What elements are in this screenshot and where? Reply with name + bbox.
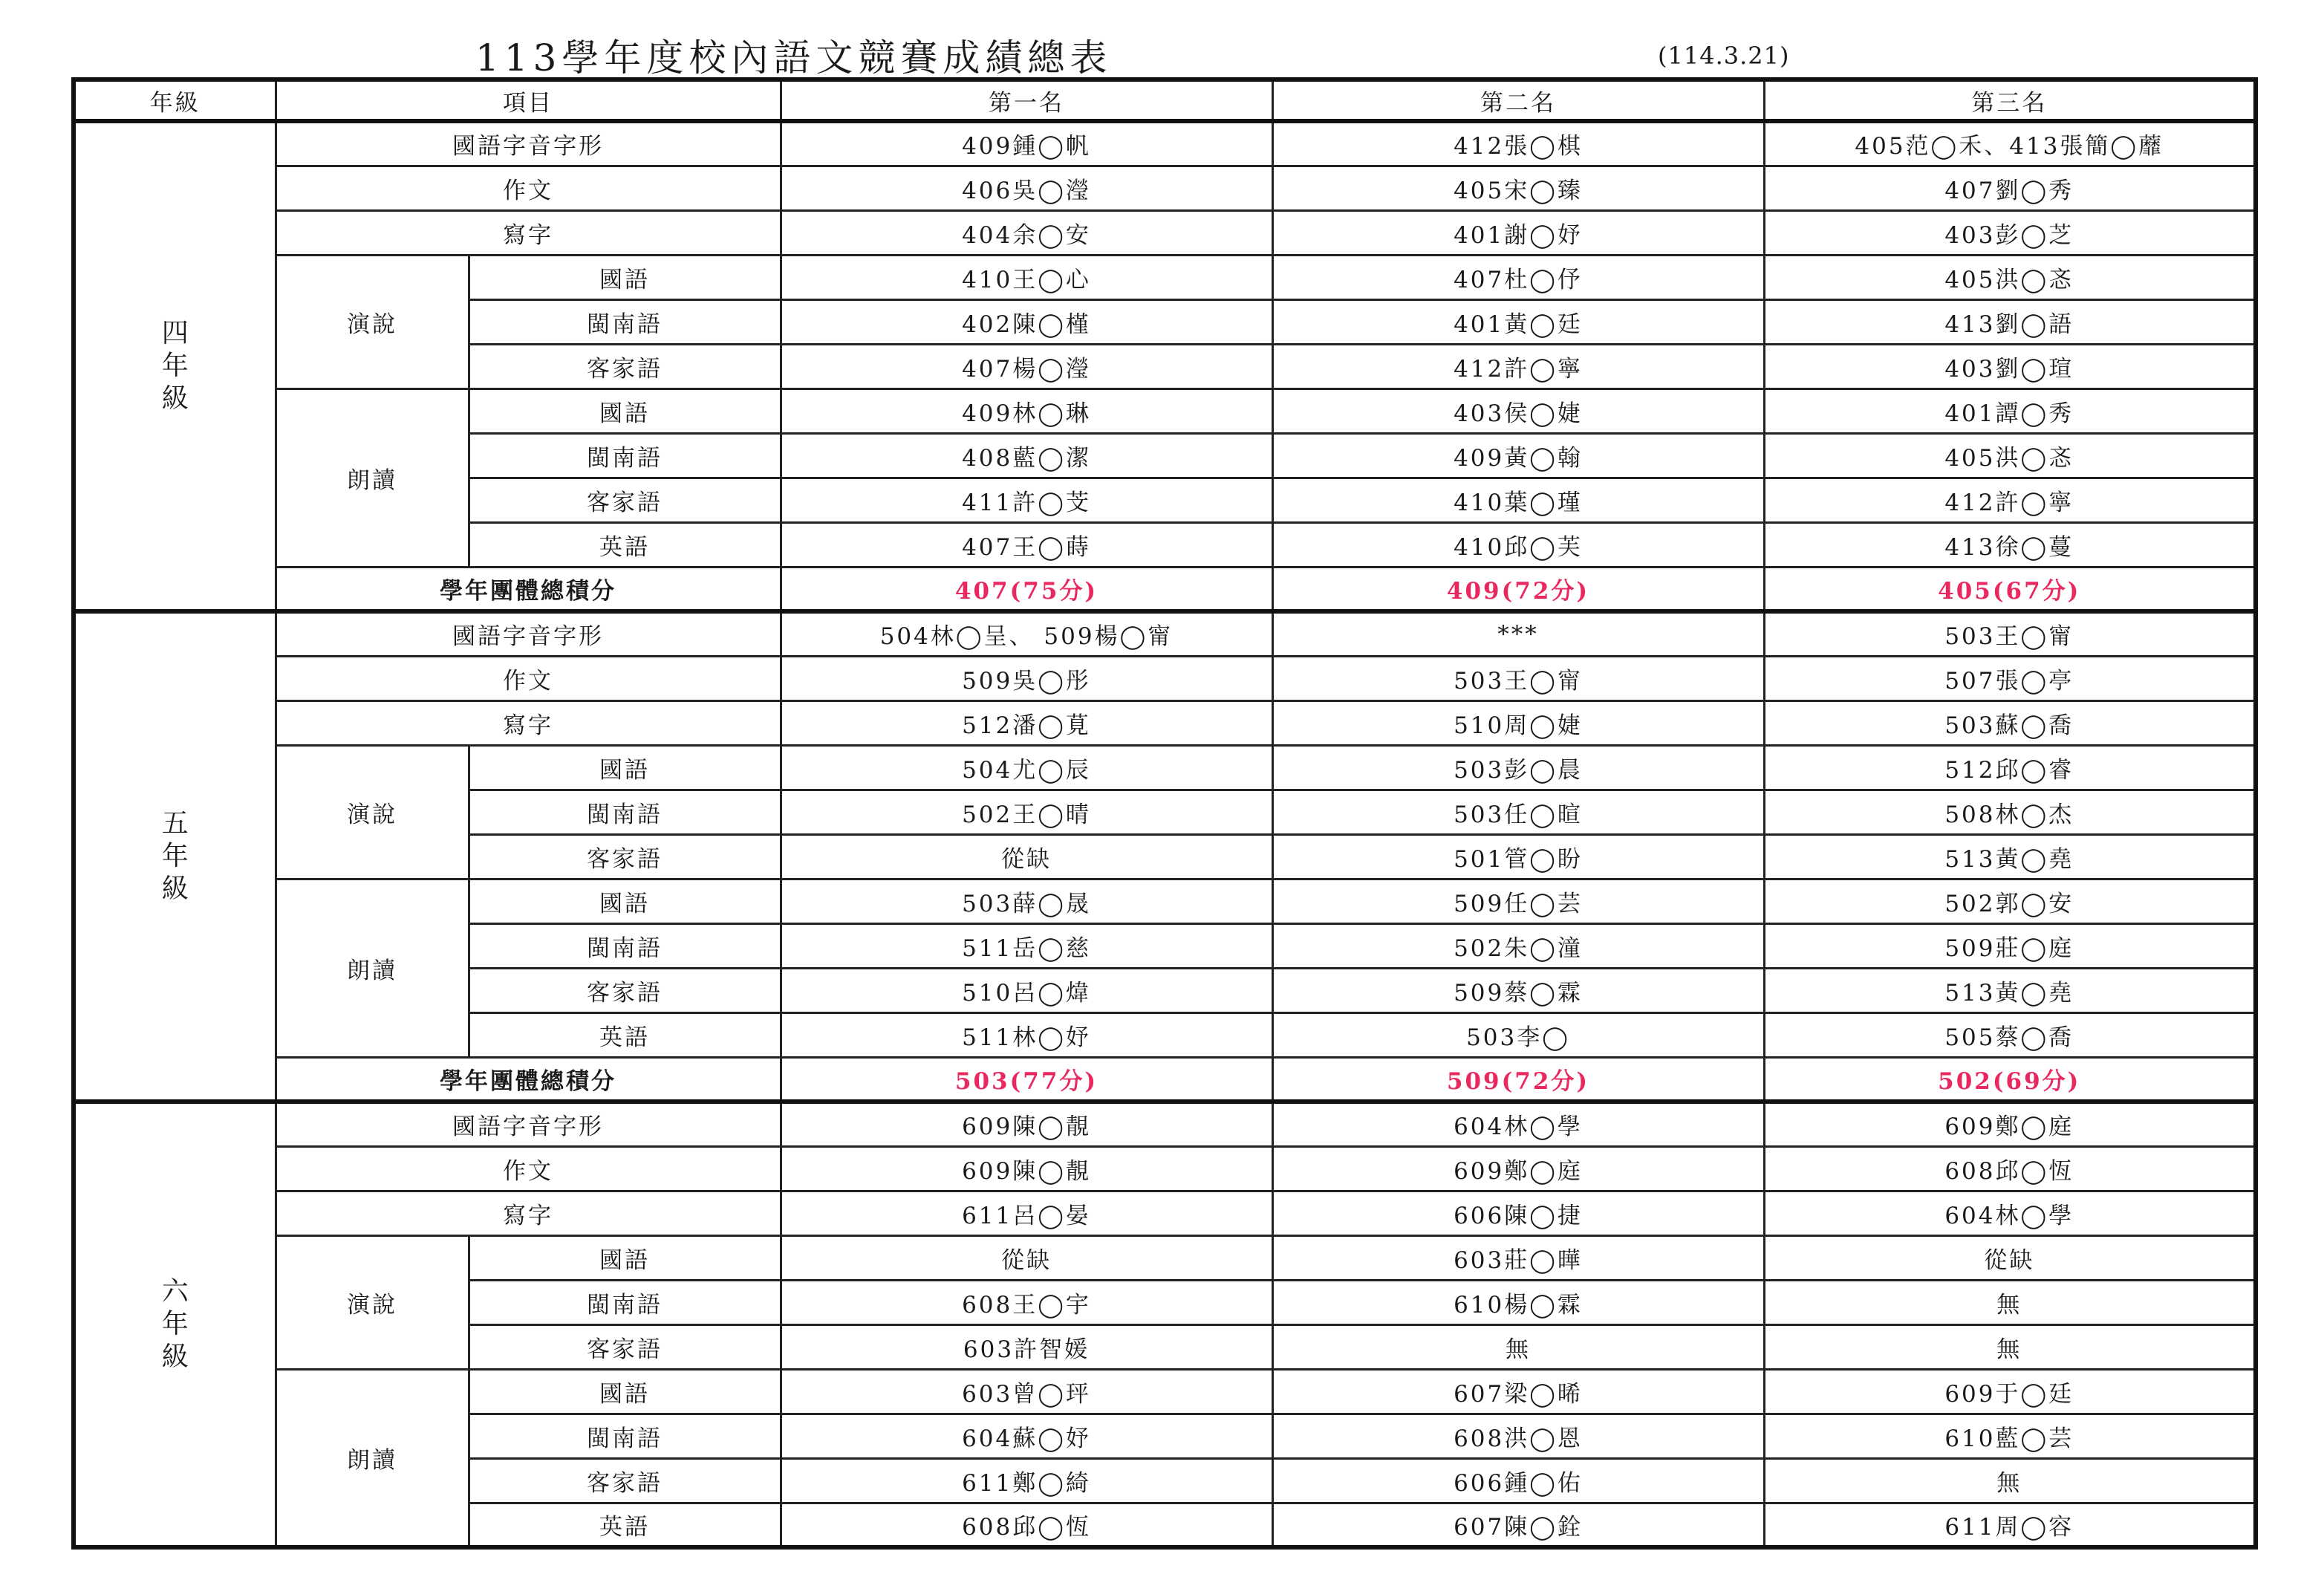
- winner-first: 從缺: [781, 1235, 1272, 1280]
- grade-char: 級: [161, 1342, 189, 1372]
- language-label: 閩南語: [469, 923, 781, 968]
- language-label: 閩南語: [469, 299, 781, 344]
- winner-second: ***: [1272, 611, 1764, 656]
- winner-first: 509吳◯彤: [781, 656, 1272, 700]
- language-label: 國語: [469, 879, 781, 923]
- winner-first: 512潘◯莧: [781, 700, 1272, 745]
- language-label: 國語: [469, 745, 781, 790]
- winner-first: 411許◯芠: [781, 478, 1272, 522]
- category-label: 朗讀: [276, 1369, 469, 1547]
- results-table: [71, 77, 2258, 1550]
- winner-third: 604林◯學: [1764, 1191, 2256, 1235]
- language-label: 英語: [469, 1503, 781, 1547]
- item-label: 作文: [276, 1146, 781, 1191]
- header-grade: 年級: [74, 79, 276, 121]
- item-label: 寫字: [276, 210, 781, 255]
- winner-third: 405范◯禾、413張簡◯蘼: [1764, 121, 2256, 166]
- grade-char: 六: [161, 1276, 189, 1307]
- team-total-row: [74, 567, 2256, 611]
- winner-second: 606陳◯捷: [1272, 1191, 1764, 1235]
- winner-second: 503王◯甯: [1272, 656, 1764, 700]
- header-third: 第三名: [1764, 79, 2256, 121]
- table-row: [74, 1235, 2256, 1280]
- winner-third: 508林◯杰: [1764, 790, 2256, 834]
- winner-third: 412許◯寧: [1764, 478, 2256, 522]
- winner-first: 609陳◯靚: [781, 1102, 1272, 1146]
- grade-cell: [74, 611, 276, 1102]
- table-row: [74, 745, 2256, 790]
- winner-second: 501管◯盼: [1272, 834, 1764, 879]
- table-row: [74, 388, 2256, 433]
- item-label: 國語字音字形: [276, 121, 781, 166]
- winner-first: 407王◯蒔: [781, 522, 1272, 567]
- team-score-third: 502(69分): [1764, 1057, 2256, 1102]
- category-label: 朗讀: [276, 388, 469, 567]
- winner-second: 509任◯芸: [1272, 879, 1764, 923]
- winner-second: 606鍾◯佑: [1272, 1458, 1764, 1503]
- winner-third: 509莊◯庭: [1764, 923, 2256, 968]
- table-row: [74, 166, 2256, 210]
- language-label: 英語: [469, 1012, 781, 1057]
- language-label: 客家語: [469, 834, 781, 879]
- winner-second: 509蔡◯霖: [1272, 968, 1764, 1012]
- header-first: 第一名: [781, 79, 1272, 121]
- winner-third: 610藍◯芸: [1764, 1414, 2256, 1458]
- table-row: [74, 210, 2256, 255]
- winner-second: 510周◯婕: [1272, 700, 1764, 745]
- winner-third: 413徐◯蔓: [1764, 522, 2256, 567]
- winner-first: 從缺: [781, 834, 1272, 879]
- category-label: 演說: [276, 1235, 469, 1369]
- header-item: 項目: [276, 79, 781, 121]
- winner-second: 403侯◯婕: [1272, 388, 1764, 433]
- winner-second: 412許◯寧: [1272, 344, 1764, 388]
- winner-third: 405洪◯忞: [1764, 433, 2256, 478]
- winner-third: 611周◯容: [1764, 1503, 2256, 1547]
- category-label: 朗讀: [276, 879, 469, 1057]
- winner-first: 611鄭◯綺: [781, 1458, 1272, 1503]
- team-total-label: 學年團體總積分: [276, 1057, 781, 1102]
- winner-third: 401譚◯秀: [1764, 388, 2256, 433]
- winner-third: 無: [1764, 1280, 2256, 1324]
- language-label: 國語: [469, 255, 781, 299]
- winner-third: 512邱◯睿: [1764, 745, 2256, 790]
- winner-first: 510呂◯煒: [781, 968, 1272, 1012]
- winner-third: 513黃◯堯: [1764, 968, 2256, 1012]
- language-label: 國語: [469, 388, 781, 433]
- language-label: 國語: [469, 1369, 781, 1414]
- winner-second: 503彭◯晨: [1272, 745, 1764, 790]
- item-label: 寫字: [276, 1191, 781, 1235]
- language-label: 客家語: [469, 478, 781, 522]
- grade-cell: [74, 121, 276, 611]
- language-label: 閩南語: [469, 433, 781, 478]
- table-row: [74, 1191, 2256, 1235]
- grade-char: 級: [161, 383, 189, 414]
- grade-char: 年: [161, 1309, 189, 1339]
- winner-third: 403劉◯瑄: [1764, 344, 2256, 388]
- winner-third: 403彭◯芝: [1764, 210, 2256, 255]
- grade-char: 五: [161, 808, 189, 839]
- page-title: 113學年度校內語文競賽成績總表: [475, 36, 1113, 79]
- winner-third: 無: [1764, 1324, 2256, 1369]
- team-score-first: 407(75分): [781, 567, 1272, 611]
- team-score-second: 409(72分): [1272, 567, 1764, 611]
- grade-char: 年: [161, 351, 189, 381]
- winner-second: 無: [1272, 1324, 1764, 1369]
- winner-second: 401黃◯廷: [1272, 299, 1764, 344]
- winner-first: 409鍾◯帆: [781, 121, 1272, 166]
- winner-first: 409林◯琳: [781, 388, 1272, 433]
- winner-third: 405洪◯忞: [1764, 255, 2256, 299]
- item-label: 作文: [276, 656, 781, 700]
- language-label: 閩南語: [469, 1280, 781, 1324]
- item-label: 寫字: [276, 700, 781, 745]
- winner-second: 608洪◯恩: [1272, 1414, 1764, 1458]
- winner-third: 407劉◯秀: [1764, 166, 2256, 210]
- winner-second: 609鄭◯庭: [1272, 1146, 1764, 1191]
- team-total-row: [74, 1057, 2256, 1102]
- table-row: [74, 1369, 2256, 1414]
- item-label: 作文: [276, 166, 781, 210]
- table-row: [74, 656, 2256, 700]
- grade-char: 四: [161, 318, 189, 348]
- category-label: 演說: [276, 255, 469, 388]
- item-label: 國語字音字形: [276, 1102, 781, 1146]
- winner-second: 610楊◯霖: [1272, 1280, 1764, 1324]
- team-score-third: 405(67分): [1764, 567, 2256, 611]
- winner-first: 608邱◯恆: [781, 1503, 1272, 1547]
- winner-second: 410邱◯芙: [1272, 522, 1764, 567]
- winner-first: 404余◯安: [781, 210, 1272, 255]
- winner-second: 503任◯暄: [1272, 790, 1764, 834]
- winner-first: 402陳◯槿: [781, 299, 1272, 344]
- winner-third: 505蔡◯喬: [1764, 1012, 2256, 1057]
- winner-first: 407楊◯瀅: [781, 344, 1272, 388]
- winner-third: 從缺: [1764, 1235, 2256, 1280]
- language-label: 客家語: [469, 344, 781, 388]
- winner-second: 401謝◯妤: [1272, 210, 1764, 255]
- table-row: [74, 1102, 2256, 1146]
- winner-first: 609陳◯靚: [781, 1146, 1272, 1191]
- language-label: 英語: [469, 522, 781, 567]
- grade-char: 級: [161, 874, 189, 904]
- winner-second: 410葉◯瑾: [1272, 478, 1764, 522]
- winner-first: 504林◯呈、 509楊◯甯: [781, 611, 1272, 656]
- winner-first: 502王◯晴: [781, 790, 1272, 834]
- table-row: [74, 1146, 2256, 1191]
- winner-first: 603曾◯玶: [781, 1369, 1272, 1414]
- header-row: [74, 79, 2256, 121]
- table-row: [74, 879, 2256, 923]
- winner-first: 406吳◯瀅: [781, 166, 1272, 210]
- language-label: 閩南語: [469, 1414, 781, 1458]
- header-second: 第二名: [1272, 79, 1764, 121]
- winner-second: 503李◯: [1272, 1012, 1764, 1057]
- table-row: [74, 121, 2256, 166]
- language-label: 閩南語: [469, 790, 781, 834]
- category-label: 演說: [276, 745, 469, 879]
- team-score-second: 509(72分): [1272, 1057, 1764, 1102]
- winner-first: 611呂◯晏: [781, 1191, 1272, 1235]
- winner-first: 410王◯心: [781, 255, 1272, 299]
- winner-first: 604蘇◯妤: [781, 1414, 1272, 1458]
- winner-third: 513黃◯堯: [1764, 834, 2256, 879]
- winner-third: 413劉◯語: [1764, 299, 2256, 344]
- winner-first: 408藍◯潔: [781, 433, 1272, 478]
- winner-second: 405宋◯臻: [1272, 166, 1764, 210]
- winner-third: 608邱◯恆: [1764, 1146, 2256, 1191]
- item-label: 國語字音字形: [276, 611, 781, 656]
- language-label: 客家語: [469, 968, 781, 1012]
- winner-first: 608王◯宇: [781, 1280, 1272, 1324]
- winner-third: 503王◯甯: [1764, 611, 2256, 656]
- team-total-label: 學年團體總積分: [276, 567, 781, 611]
- winner-first: 511岳◯慈: [781, 923, 1272, 968]
- winner-second: 607陳◯銓: [1272, 1503, 1764, 1547]
- table-row: [74, 255, 2256, 299]
- grade-cell: [74, 1102, 276, 1547]
- winner-first: 504尤◯辰: [781, 745, 1272, 790]
- winner-second: 409黃◯翰: [1272, 433, 1764, 478]
- language-label: 客家語: [469, 1324, 781, 1369]
- winner-third: 609于◯廷: [1764, 1369, 2256, 1414]
- table-row: [74, 611, 2256, 656]
- winner-third: 609鄭◯庭: [1764, 1102, 2256, 1146]
- winner-third: 507張◯亭: [1764, 656, 2256, 700]
- language-label: 國語: [469, 1235, 781, 1280]
- report-date: (114.3.21): [1658, 42, 1790, 70]
- language-label: 客家語: [469, 1458, 781, 1503]
- team-score-first: 503(77分): [781, 1057, 1272, 1102]
- winner-second: 407杜◯伃: [1272, 255, 1764, 299]
- winner-second: 603莊◯曄: [1272, 1235, 1764, 1280]
- winner-third: 無: [1764, 1458, 2256, 1503]
- winner-second: 502朱◯潼: [1272, 923, 1764, 968]
- winner-second: 412張◯棋: [1272, 121, 1764, 166]
- grade-char: 年: [161, 841, 189, 871]
- winner-second: 607梁◯晞: [1272, 1369, 1764, 1414]
- winner-second: 604林◯學: [1272, 1102, 1764, 1146]
- winner-first: 511林◯妤: [781, 1012, 1272, 1057]
- winner-third: 502郭◯安: [1764, 879, 2256, 923]
- winner-third: 503蘇◯喬: [1764, 700, 2256, 745]
- winner-first: 503薛◯晟: [781, 879, 1272, 923]
- table-row: [74, 700, 2256, 745]
- winner-first: 603許智媛: [781, 1324, 1272, 1369]
